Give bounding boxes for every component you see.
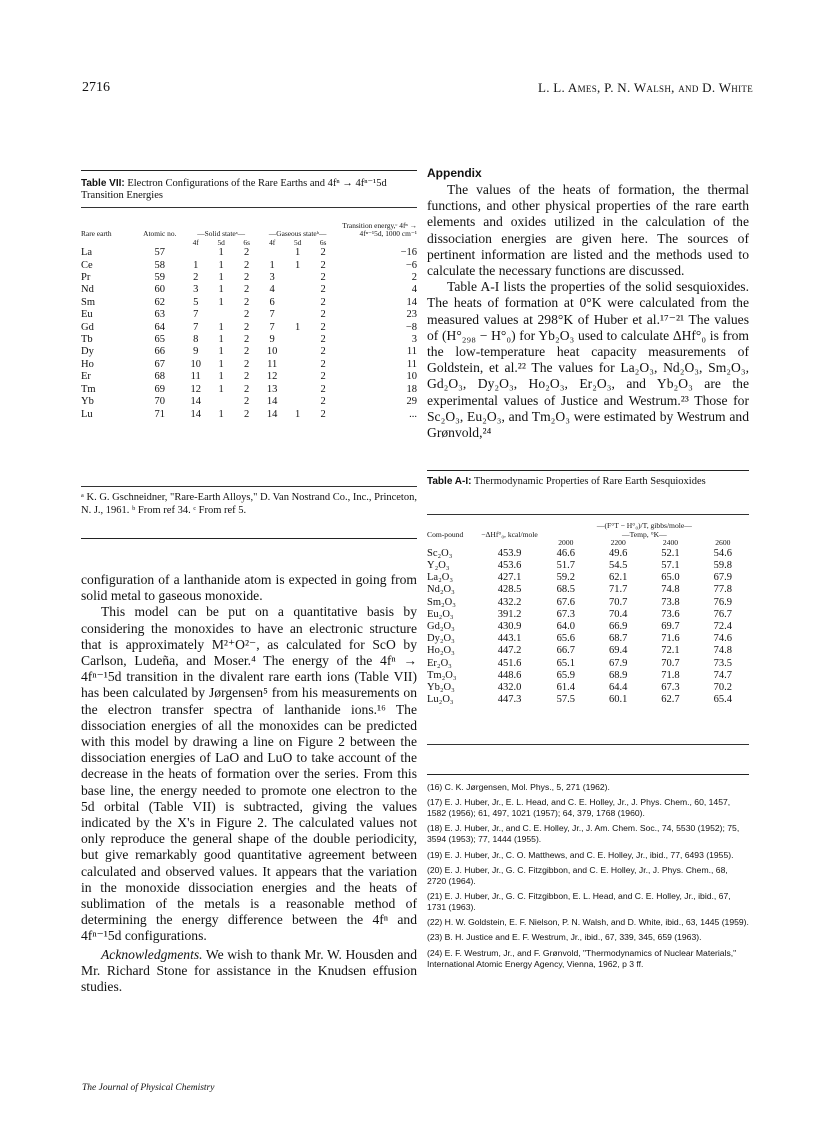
reference-item: (21) E. J. Huber, Jr., G. C. Fitzgibbon, E. L. Head, and C. E. Holley, Jr., ibid., 67, 1731 (1963). (427, 890, 731, 912)
table7-cell: 1 (218, 284, 224, 296)
tableA1-cell: Er₂O₃ (427, 657, 452, 669)
table7-cell: 2 (244, 396, 250, 408)
table7-cell: −6 (405, 259, 417, 271)
tableA1-cell: 67.3 (661, 682, 680, 694)
table7-cell (285, 371, 310, 383)
tableA1-cell: 68.9 (608, 669, 628, 681)
table7-row (81, 359, 417, 371)
table7-sub: 5d (293, 237, 302, 247)
tableA1-cell: 70.7 (661, 657, 680, 669)
tableA1-cell: 74.8 (661, 584, 680, 596)
table7-cell: 3 (269, 272, 275, 284)
table7-cell: La (81, 247, 93, 259)
table7-cell: 10 (266, 346, 278, 358)
table7-cell (285, 396, 310, 408)
tableA1-cell: 428.5 (497, 584, 522, 596)
reference-item: (18) E. J. Huber, Jr., and C. E. Holley, Jr., J. Am. Chem. Soc., 74, 5530 (1952); 75, 3594 (1953); 77, 1444 (1955). (427, 823, 740, 845)
table7-cell: 2 (320, 284, 326, 296)
table7-row (81, 371, 417, 383)
table7-cell: 2 (244, 309, 250, 321)
tableA1-cell: 432.2 (497, 596, 522, 608)
tableA1-cell: 52.1 (661, 547, 680, 559)
table7-cell (183, 247, 208, 259)
tableA1-fe-label: —(F°T − H°₀)/T, gibbs/mole— (596, 521, 692, 530)
tableA1-col-dh: −ΔHf°₀, kcal/mole (481, 529, 538, 539)
tableA1-temp: 2400 (662, 538, 679, 548)
table7-cell: 1 (218, 371, 224, 383)
tableA1-subheader-row (427, 539, 749, 548)
table7-cell: 2 (320, 334, 326, 346)
table7-cell: 2 (320, 309, 326, 321)
table7-col-energy: Transition energy,ᶜ 4fⁿ → 4fⁿ⁻¹5d, 1000 cm⁻¹ (342, 221, 417, 239)
table7-cell: 1 (193, 259, 199, 271)
tableA1-cell: Sm₂O₃ (427, 596, 456, 608)
table7-row (81, 384, 417, 396)
tableA1-header-rule (427, 514, 749, 515)
table7-cell: 2 (411, 272, 417, 284)
table7-row (81, 284, 417, 296)
table7-cell: 29 (406, 396, 417, 408)
tableA1-cell: 49.6 (608, 547, 628, 559)
table7-cell: 1 (218, 346, 224, 358)
table7-cell (285, 334, 310, 346)
tableA1-row (427, 670, 749, 682)
table7-cell: Nd (81, 284, 94, 296)
tableA1-cell: 453.6 (497, 559, 522, 571)
table7-cell: Sm (81, 296, 96, 308)
table7-cell (285, 346, 310, 358)
tableA1-cell: 70.7 (608, 596, 628, 608)
table7-sub: 6s (319, 237, 327, 247)
table7-cell: 4 (411, 284, 417, 296)
tableA1-cell: 76.7 (713, 608, 732, 620)
table7-cell: 12 (266, 371, 278, 383)
table7-body (81, 247, 417, 421)
table7-cell: ... (409, 408, 417, 420)
tableA1-cell: Dy₂O₃ (427, 633, 455, 645)
reference-item: (24) E. F. Westrum, Jr., and F. Grønvold, "Thermodynamics of Nuclear Materials," International Atomic Energy Agency, Vienna, 1962, p 3 ff. (427, 947, 737, 969)
tableA1-cell: 59.8 (713, 559, 732, 571)
table7-cell: −16 (400, 247, 417, 259)
table7-cell: 2 (244, 259, 250, 271)
running-head: L. L. Ames, P. N. Walsh, and D. White (537, 80, 753, 95)
tableA1-cell: 65.6 (556, 633, 576, 645)
ack-label: Acknowledgments. (101, 946, 203, 962)
table7-cell: 7 (269, 309, 275, 321)
tableA1-cell: 65.1 (556, 657, 576, 669)
table7-cell: 14 (266, 408, 278, 420)
tableA1-cell: 54.6 (713, 547, 732, 559)
tableA1-row (427, 645, 749, 657)
table7-top-rule (81, 170, 417, 171)
appendix-paragraph-1: The values of the heats of formation, the thermal functions, and other physical properties of the rare earth elements and oxides utilized in the calculation of the dissociation energies are given here. The sources of pertinent information are listed and the methods used to calculate the necessary functions are discussed. (427, 182, 749, 279)
table7-cell: 2 (244, 334, 250, 346)
references-list (427, 782, 749, 974)
tableA1-cell: 432.0 (497, 682, 522, 694)
tableA1-cell: Lu₂O₃ (427, 694, 454, 706)
tableA1-caption (427, 476, 749, 488)
table7-cell: −8 (405, 321, 417, 333)
tableA1-cell: Eu₂O₃ (427, 608, 454, 620)
table7-cell: 58 (154, 259, 166, 271)
left-paragraph-2: This model can be put on a quantitative basis by considering the monoxides to have an electronic structure that is approximately M²⁺O²⁻, as calculated for ScO by Carlson, Ludeña, and Moser.⁴ The energy of the 4fⁿ → 4fⁿ⁻¹5d transition in the divalent rare earth ions (Table VII) has been calculated by Jørgensen⁵ from his measurements on the electron transfer spectra of lanthanide ions.¹⁶ The dissociation energies of all the monoxides can be predicted with this model by drawing a line on Figure 2 between the dissociation energies of LaO and LuO to take account of the decrease in the heats of formation over the series. From this base line, the energy needed to promote one electron to the 5d orbital (Table VII) is subtracted, giving the values indicated by the X's in Figure 2. The calculated values not only reproduce the general shape of the double periodicity, but give remarkably good quantitative agreement between calculated and observed values. It appears that the variation in the monoxide dissociation energies and the heats of sublimation of the metals is a reasonable method of determining the energy difference between the 4fⁿ and 4fⁿ⁻¹5d configurations. (81, 604, 417, 944)
tableA1-cell: 69.4 (608, 645, 628, 657)
table7-cell: 2 (320, 321, 326, 333)
tableA1-cell: 71.8 (661, 669, 680, 681)
table7-cell: 2 (244, 247, 250, 259)
table7-cell: 2 (320, 383, 326, 395)
tableA1-cell: 427.1 (497, 572, 522, 584)
tableA1-cell: 57.1 (661, 559, 680, 571)
table7-subheader-row (81, 239, 417, 247)
tableA1 (427, 522, 749, 706)
table7-cell: 2 (320, 358, 326, 370)
tableA1-cell: Ho₂O₃ (427, 645, 455, 657)
tableA1-col-fe (540, 522, 749, 539)
tableA1-row (427, 658, 749, 670)
table7-cell: 23 (406, 309, 417, 321)
tableA1-cell: 71.6 (661, 633, 680, 645)
table7-cell (208, 309, 233, 321)
tableA1-cell: 71.7 (608, 584, 628, 596)
tableA1-cell: 69.7 (661, 621, 680, 632)
tableA1-temp: 2600 (715, 538, 731, 548)
table7-cell: 2 (320, 396, 326, 408)
tableA1-cell: 448.6 (497, 669, 522, 681)
table7-cell: 1 (218, 247, 224, 259)
tableA1-cell: 77.8 (713, 584, 732, 596)
table7-cell: 66 (154, 346, 166, 358)
table7-cell (285, 384, 310, 396)
table7-cell: Tm (81, 383, 96, 395)
table7-cell: Ce (81, 259, 93, 271)
table7-cell: 4 (269, 284, 275, 296)
table7-cell: 10 (406, 371, 417, 383)
table7-cell: 1 (218, 259, 224, 271)
tableA1-cell: La₂O₃ (427, 572, 453, 584)
tableA1-cell: 68.7 (608, 633, 628, 645)
tableA1-cell: 68.5 (556, 584, 576, 596)
tableA1-cell: 59.2 (556, 572, 576, 584)
table7-cell: 9 (269, 334, 275, 346)
tableA1-cell: Gd₂O₃ (427, 621, 455, 632)
table7-cell: 14 (190, 408, 201, 420)
table7-cell: 71 (154, 408, 166, 420)
tableA1-bottom-rule (427, 744, 749, 745)
table7-cell: 2 (320, 272, 326, 284)
tableA1-cell: Sc₂O₃ (427, 547, 453, 559)
table7-header-row (81, 222, 417, 239)
table7-row (81, 396, 417, 408)
table7-cell: 2 (244, 272, 250, 284)
table7-cell: Eu (81, 309, 93, 321)
table7-cell: 13 (266, 383, 278, 395)
table7-cell: 11 (406, 346, 417, 358)
tableA1-cell: 66.9 (608, 621, 628, 632)
table7-cell: 60 (154, 284, 166, 296)
tableA1-cell: 430.9 (497, 621, 522, 632)
acknowledgments (81, 947, 417, 996)
tableA1-cell: 72.4 (713, 621, 732, 632)
table7-cell (285, 359, 310, 371)
tableA1-cell: 391.2 (497, 608, 522, 620)
tableA1-cell: 61.4 (556, 682, 576, 694)
tableA1-row (427, 682, 749, 694)
table7-cell: 12 (190, 383, 201, 395)
tableA1-cell: Tm₂O₃ (427, 669, 457, 681)
tableA1-cell: 65.0 (661, 572, 680, 584)
table7-row (81, 322, 417, 334)
table7-cell: 69 (154, 383, 166, 395)
table7-col-solid: —Solid stateᵃ— (197, 229, 246, 239)
tableA1-cell: 46.6 (556, 547, 576, 559)
tableA1-cell: 62.1 (608, 572, 628, 584)
reference-item: (20) E. J. Huber, Jr., G. C. Fitzgibbon, and C. E. Holley, Jr., J. Phys. Chem., 68, 2720 (1964). (427, 864, 728, 886)
tableA1-title: Thermodynamic Properties of Rare Earth Sesquioxides (473, 476, 706, 487)
table7-footnote: ᵃ K. G. Gschneidner, "Rare-Earth Alloys," D. Van Nostrand Co., Inc., Princeton, N. J., 1961. ᵇ From ref 34. ᶜ From ref 5. (81, 492, 417, 516)
table7 (81, 222, 417, 421)
table7-sub: 5d (217, 237, 225, 247)
appendix-text (427, 182, 749, 441)
table7-cell: 2 (244, 383, 250, 395)
table7-cell: 7 (269, 321, 275, 333)
table7-cell: 2 (244, 321, 250, 333)
tableA1-row (427, 621, 749, 633)
tableA1-row (427, 633, 749, 645)
tableA1-cell: 54.5 (608, 559, 628, 571)
tableA1-row (427, 572, 749, 584)
table7-cell: 11 (406, 358, 417, 370)
reference-item: (19) E. J. Huber, Jr., C. O. Matthews, and C. E. Holley, Jr., ibid., 77, 6493 (1955). (427, 849, 734, 860)
table7-cell: Ho (81, 358, 94, 370)
tableA1-label: Table A-I: (427, 476, 472, 487)
left-body-text (81, 572, 417, 995)
appendix-paragraph-2: Table A-I lists the properties of the solid sesquioxides. The heats of formation at 0°K were calculated from the measured values at 298°K of Huber et al.¹⁷⁻²¹ The values of (H°₂₉₈ − H°₀) for Yb₂O₃ used to calculate ΔHf°₀ is from the low-temperature heat capacity measurements of Goldstein, et al.²² The values for La₂O₃, Nd₂O₃, Sm₂O₃, Gd₂O₃, Dy₂O₃, Ho₂O₃, Er₂O₃, and Yb₂O₃ are the experimental values of Justice and Westrum.²³ Those for Sc₂O₃, Eu₂O₃, and Tm₂O₃ were estimated by Westrum and Grønvold,²⁴ (427, 279, 749, 441)
table7-cell: 57 (154, 247, 166, 259)
table7-cell: 11 (267, 358, 278, 370)
table7-cell: 2 (244, 346, 250, 358)
table7-cell: 1 (295, 408, 301, 420)
table7-cell: 1 (295, 259, 301, 271)
table7-header-rule (81, 207, 417, 208)
table7-cell: 1 (218, 408, 224, 420)
table7-cell: Er (81, 371, 91, 383)
tableA1-cell: 65.4 (713, 694, 732, 706)
table7-row (81, 260, 417, 272)
table7-caption (81, 178, 417, 202)
table7-cell: 2 (320, 408, 326, 420)
tableA1-cell: Yb₂O₃ (427, 682, 455, 694)
table7-cell: Tb (81, 334, 93, 346)
tableA1-temp-label: —Temp, °K— (622, 529, 667, 539)
table7-row (81, 334, 417, 346)
references-rule (427, 774, 749, 775)
table7-cell (259, 247, 284, 259)
tableA1-row (427, 694, 749, 706)
table7-cell: 62 (154, 296, 166, 308)
table7-cell: 14 (266, 396, 278, 408)
reference-item: (22) H. W. Goldstein, E. F. Nielson, P. N. Walsh, and D. White, ibid., 63, 1445 (1959). (427, 917, 749, 928)
table7-cell: 14 (190, 396, 201, 408)
tableA1-cell: 51.7 (556, 559, 576, 571)
table7-cell (285, 272, 310, 284)
tableA1-row (427, 597, 749, 609)
tableA1-row (427, 584, 749, 596)
table7-cell: 18 (406, 383, 417, 395)
table7-cell: 1 (218, 334, 224, 346)
table7-cell: 67 (154, 358, 166, 370)
table7-cell: 2 (320, 259, 326, 271)
table7-sub: 6s (243, 237, 250, 247)
table7-cell (285, 284, 310, 296)
table7-cell: 6 (269, 296, 275, 308)
table7-cell: 3 (193, 284, 199, 296)
table7-row (81, 309, 417, 321)
table7-cell: 2 (244, 371, 250, 383)
table7-cell: 2 (244, 408, 250, 420)
table7-cell: 59 (154, 272, 166, 284)
table7-cell: 2 (244, 296, 250, 308)
table7-cell: 70 (154, 396, 166, 408)
table7-cell: Pr (81, 272, 91, 284)
tableA1-body (427, 548, 749, 707)
left-paragraph-1: configuration of a lanthanide atom is expected in going from solid metal to gaseous monoxide. (81, 572, 417, 604)
table7-cell: Dy (81, 346, 94, 358)
table7-cell: 10 (190, 358, 201, 370)
tableA1-cell: 76.9 (713, 596, 732, 608)
appendix-heading: Appendix (427, 166, 482, 180)
table7-col-gaseous: —Gaseous stateᵇ— (268, 229, 327, 239)
tableA1-cell: 67.9 (608, 657, 628, 669)
tableA1-cell: 67.6 (556, 596, 576, 608)
table7-cell: 1 (218, 358, 224, 370)
tableA1-cell: 70.4 (608, 608, 628, 620)
table7-row (81, 247, 417, 259)
ack-text: We wish to thank Mr. W. Housden and Mr. Richard Stone for assistance in the Knudsen effusion studies. (81, 946, 417, 995)
table7-cell: 7 (193, 321, 199, 333)
table7-cell (285, 297, 310, 309)
tableA1-cell: 64.4 (608, 682, 628, 694)
table7-cell: 2 (320, 371, 326, 383)
tableA1-col-compound: Com-pound (427, 529, 464, 539)
tableA1-cell: 447.3 (497, 694, 522, 706)
tableA1-cell: 74.8 (713, 645, 732, 657)
tableA1-temp: 2200 (610, 538, 626, 548)
tableA1-cell: 67.9 (713, 572, 732, 584)
tableA1-cell: 62.7 (661, 694, 680, 706)
table7-cell: 1 (269, 259, 275, 271)
tableA1-cell: 66.7 (556, 645, 576, 657)
tableA1-cell: 73.8 (661, 596, 680, 608)
table7-row (81, 272, 417, 284)
table7-bottom-rule (81, 486, 417, 487)
table7-cell: 68 (154, 371, 166, 383)
table7-cell: 11 (190, 371, 201, 383)
table7-col-atomic: Atomic no. (143, 229, 177, 239)
tableA1-cell: 70.2 (713, 682, 732, 694)
tableA1-cell: 72.1 (661, 645, 680, 657)
table7-title: Electron Configurations of the Rare Earths and 4fⁿ → 4fⁿ⁻¹5d Transition Energies (81, 178, 387, 201)
table7-cell: 2 (320, 296, 326, 308)
table7-cell: 2 (244, 284, 250, 296)
table7-cell: 2 (320, 346, 326, 358)
table7-cell: 5 (193, 296, 199, 308)
tableA1-temp: 2000 (558, 538, 574, 548)
table7-col-earth: Rare earth (81, 229, 112, 239)
tableA1-row (427, 548, 749, 560)
tableA1-cell: 73.6 (661, 608, 680, 620)
table7-cell: 63 (154, 309, 166, 321)
journal-footer: The Journal of Physical Chemistry (82, 1083, 215, 1093)
table7-cell: 2 (244, 358, 250, 370)
reference-item: (16) C. K. Jørgensen, Mol. Phys., 5, 271 (1962). (427, 782, 610, 792)
table7-row (81, 346, 417, 358)
table7-cell: Lu (81, 408, 93, 420)
tableA1-cell: 73.5 (713, 657, 732, 669)
table7-cell: 2 (320, 247, 326, 259)
table7-cell: Yb (81, 396, 94, 408)
tableA1-cell: 453.9 (497, 547, 522, 559)
table7-cell: 8 (193, 334, 199, 346)
table7-cell (208, 396, 233, 408)
page-number: 2716 (82, 80, 110, 95)
tableA1-cell: 74.7 (713, 669, 732, 681)
tableA1-cell: Nd₂O₃ (427, 584, 455, 596)
table7-cell: 65 (154, 334, 166, 346)
tableA1-cell: 447.2 (497, 645, 522, 657)
tableA1-cell: Y₂O₃ (427, 559, 450, 571)
reference-item: (23) B. H. Justice and E. F. Westrum, Jr., ibid., 67, 339, 345, 659 (1963). (427, 932, 702, 943)
table7-cell: 1 (218, 383, 224, 395)
table7-cell: 1 (218, 296, 224, 308)
tableA1-cell: 451.6 (497, 657, 522, 669)
table7-cell: Gd (81, 321, 94, 333)
tableA1-cell: 64.0 (556, 621, 576, 632)
tableA1-row (427, 609, 749, 621)
table7-cell: 9 (193, 346, 199, 358)
table7-label: Table VII: (81, 178, 125, 189)
table7-end-rule (81, 538, 417, 539)
tableA1-header-row (427, 522, 749, 539)
table7-cell: 1 (295, 321, 301, 333)
table7-cell: 1 (295, 247, 301, 259)
tableA1-cell: 443.1 (497, 633, 522, 645)
table7-cell (285, 309, 310, 321)
tableA1-cell: 74.6 (713, 633, 732, 645)
tableA1-cell: 57.5 (556, 694, 576, 706)
table7-cell: 64 (154, 321, 166, 333)
table7-cell: 3 (411, 334, 417, 346)
table7-cell: 2 (193, 272, 199, 284)
table7-row (81, 297, 417, 309)
table7-sub: 4f (192, 237, 199, 247)
table7-sub: 4f (269, 237, 276, 247)
table7-row (81, 409, 417, 421)
table7-cell: 1 (218, 321, 224, 333)
table7-cell: 7 (193, 309, 199, 321)
table7-cell: 14 (406, 296, 417, 308)
tableA1-top-rule (427, 470, 749, 471)
tableA1-cell: 60.1 (608, 694, 628, 706)
tableA1-cell: 65.9 (556, 669, 576, 681)
tableA1-row (427, 560, 749, 572)
tableA1-cell: 67.3 (556, 608, 576, 620)
reference-item: (17) E. J. Huber, Jr., E. L. Head, and C. E. Holley, Jr., J. Phys. Chem., 60, 1457, 1582 (1956); 61, 497, 1021 (1957); 64, 379, 1768 (1960). (427, 797, 731, 819)
table7-cell: 1 (218, 272, 224, 284)
